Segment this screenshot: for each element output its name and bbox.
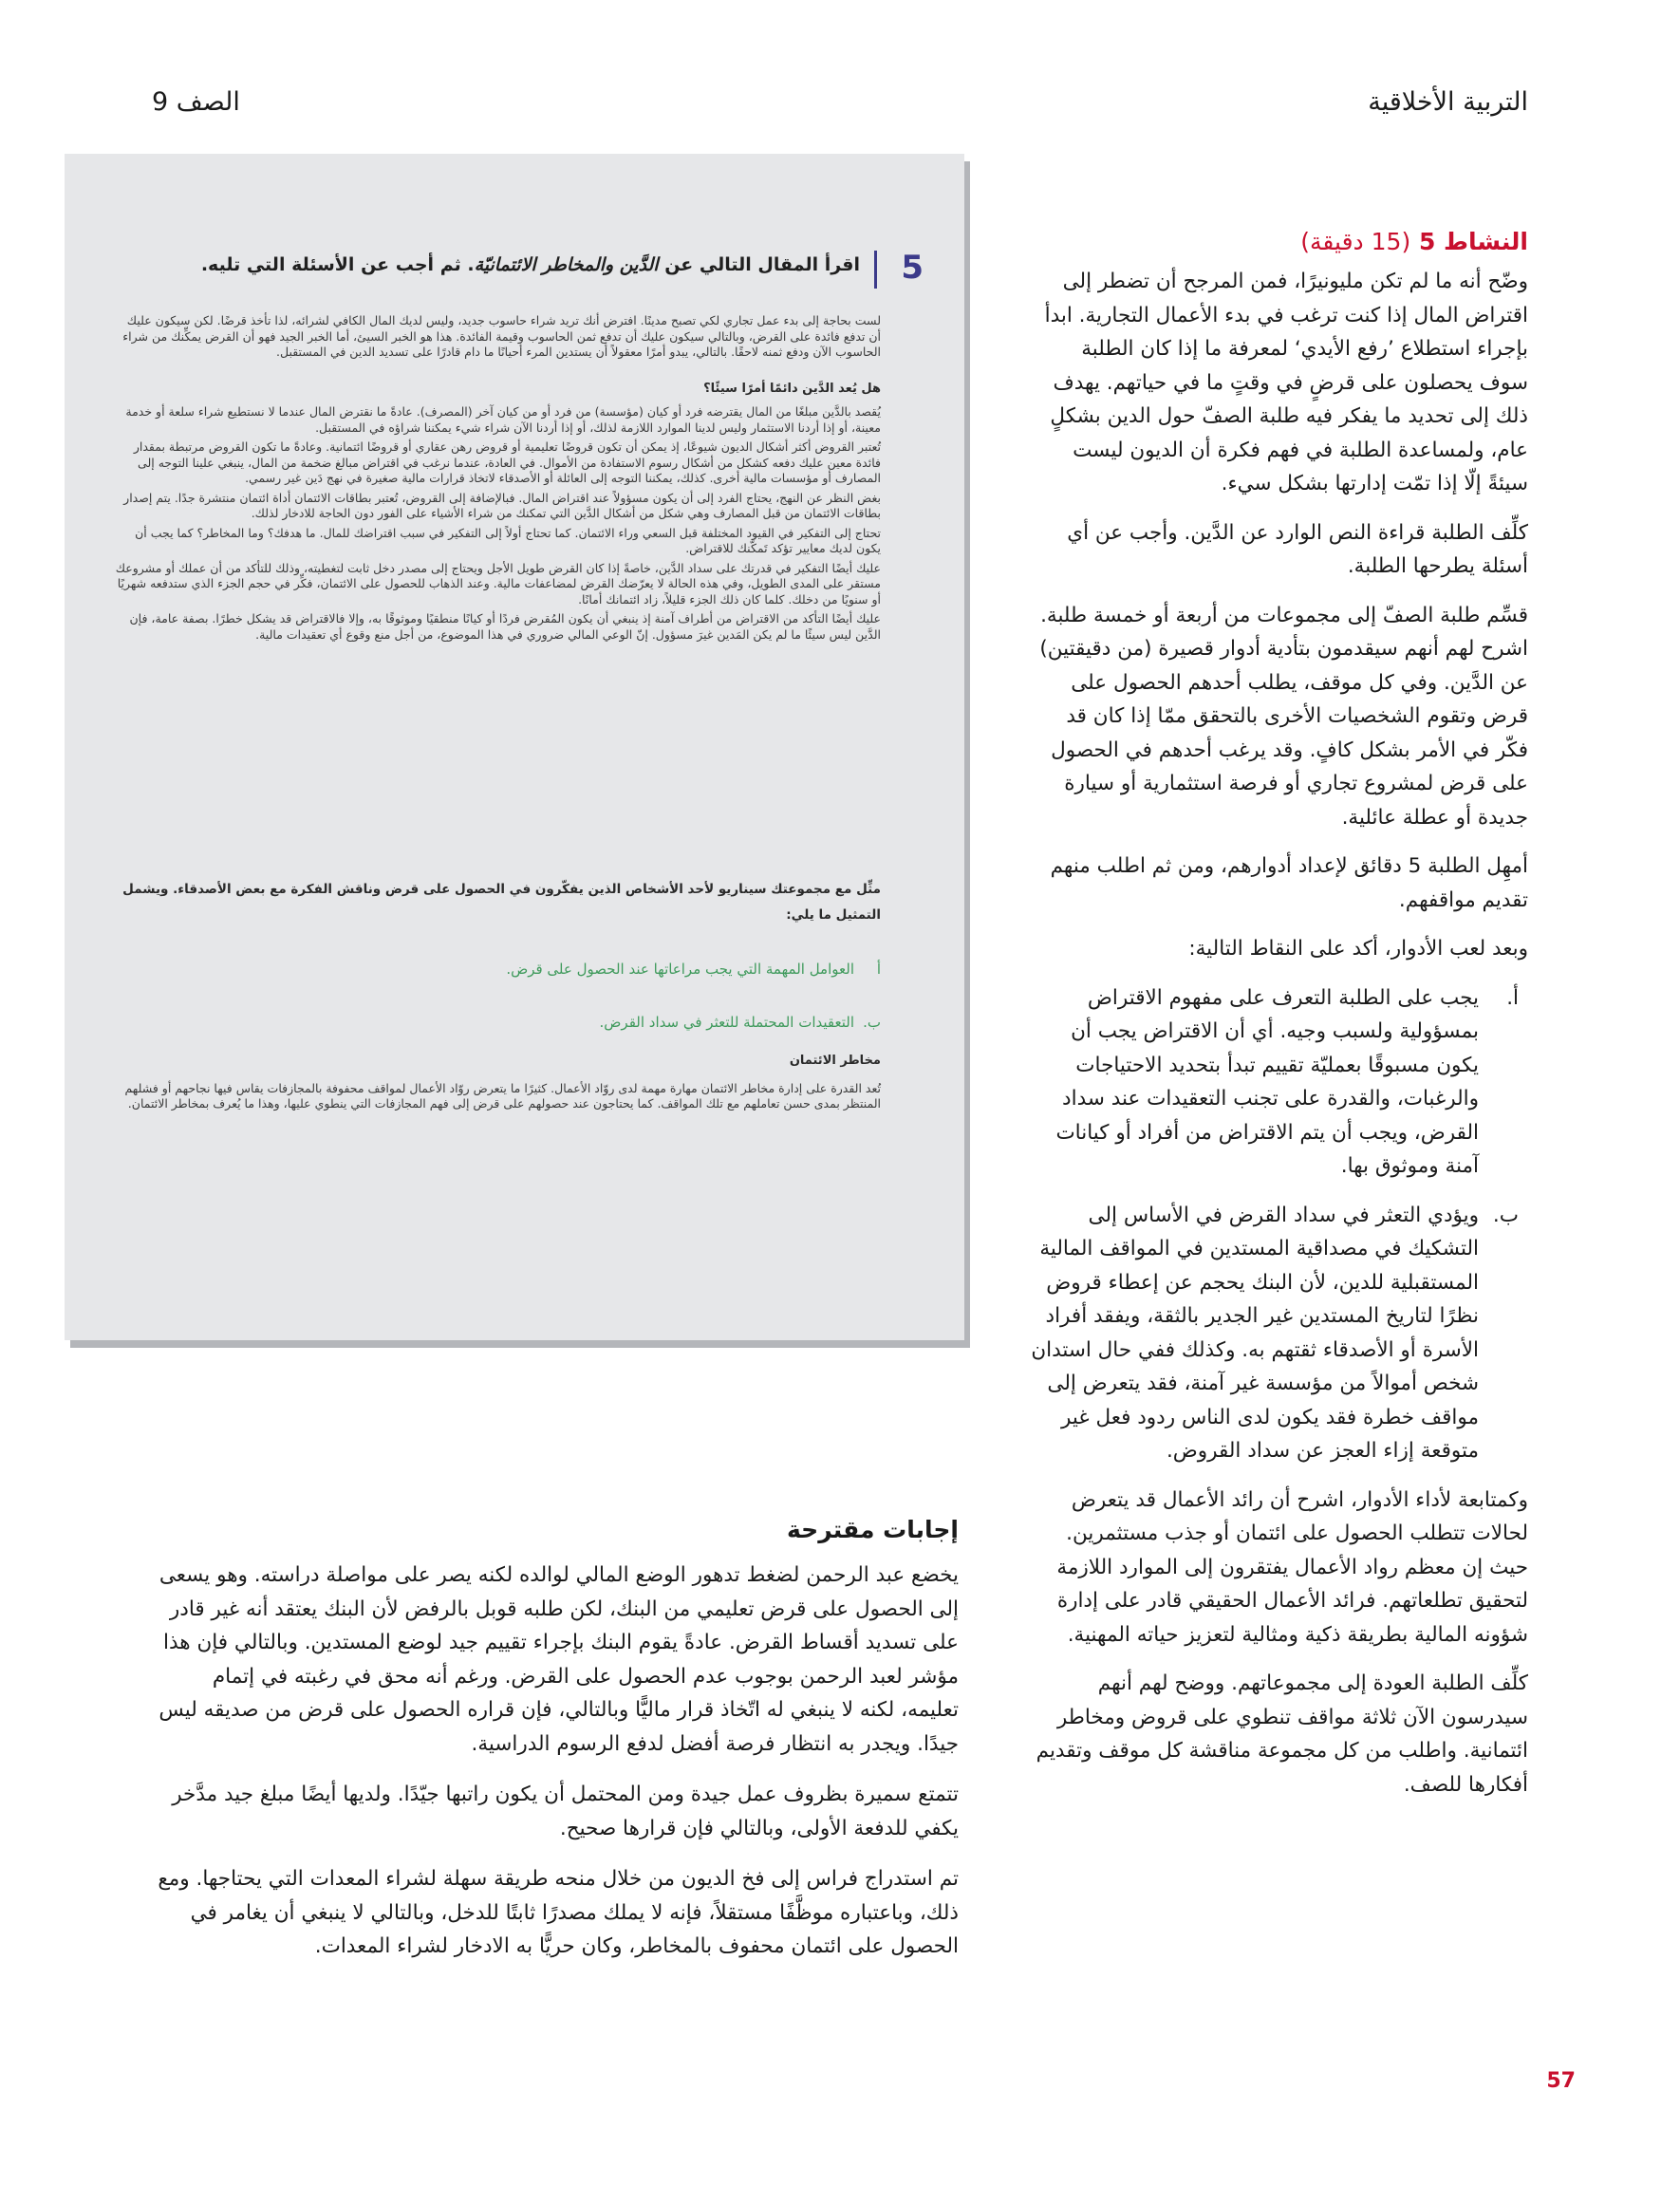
activity-title — [1030, 228, 1528, 255]
credit-risk-section — [114, 1054, 881, 1112]
article-heading: هل يُعد الدَّين دائمًا أمرًا سيئًا؟ — [703, 381, 881, 396]
subitem-text: العوامل المهمة التي يجب مراعاتها عند الحصول على قرض. — [506, 961, 854, 978]
credit-risk-heading: مخاطر الائتمان — [789, 1054, 881, 1068]
subitem-marker: أ — [876, 961, 881, 978]
article-paragraph: عليك أيضًا التأكد من الاقتراض من أطراف آمنة إذ ينبغي أن يكون المُقرض فردًا أو كيانًا منطقيًا وموثوقًا به، وإلا فالاقتراض قد يشكل خطرًا. بصفة عامة، فإن الدَّين ليس سيئًا ما لم يكن المَدين غيرَ مسؤول. إنّ الوعي المالي ضروري في هذا الموضوع، من أجل منع وقوع أي تعقيدات مالية. — [129, 611, 881, 642]
subitem-marker: ب. — [863, 1014, 881, 1031]
subitem-text: التعقيدات المحتملة للتعثر في سداد القرض. — [599, 1014, 854, 1031]
activity-paragraph: كلِّف الطلبة قراءة النص الوارد عن الدَّين. وأجب عن أي أسئلة يطرحها الطلبة. — [1067, 520, 1528, 578]
article-paragraph: يُقصد بالدَّين مبلغًا من المال يقترضه فرد أو كيان (مؤسسة) من فرد أو من كيان آخر (المصرف). عادةً ما نقترض المال عندما لا نستطيع شراء سلعة أو خدمة معينة، أو إذا أردنا الاستثمار وليس لدينا الموارد اللازمة لذلك، أو إذا أردنا الآن شراء شيء يمكننا شراؤه في المستقبل. — [125, 404, 881, 435]
answer-paragraph: تم استدراج فراس إلى فخ الديون من خلال منحه طريقة سهلة لشراء المعدات التي يحتاجها. ومع ذلك، وباعتباره موظَّفًا مستقلاً، فإنه لا يملك مصدرًا ثابتًا للدخل، وبالتالي لا ينبغي أن يغامر في الحصول على ائتمان محفوف بالمخاطر، وكان حريًّا به الادخار لشراء المعدات. — [158, 1867, 959, 1958]
answers-title: إجابات مقترحة — [787, 1516, 959, 1543]
activity-points — [1030, 981, 1528, 1468]
credit-risk-text: تُعد القدرة على إدارة مخاطر الائتمان مهارة مهمة لدى روّاد الأعمال. كثيرًا ما يتعرض روّاد الأعمال لمواقف محفوفة بالمجازفات يقاس فيها نجاحهم أو فشلهم المنتظر بمدى حسن تعاملهم مع تلك المواقف. كما يحتاجون عند حصولهم على قرض إلى فهم المجازفات التي ينطوي عليها، وهذا ما يُعرف بمخاطر الائتمان. — [124, 1080, 881, 1111]
list-item-text: ويؤدي التعثر في سداد القرض في الأساس إلى التشكيك في مصداقية المستدين في المواقف المالية المستقبلية للدين، لأن البنك يحجم عن إعطاء قروض نظرًا لتاريخ المستدين غير الجدير بالثقة، ويفقد أفراد الأسرة أو الأصدقاء ثقتهم به. وكذلك ففي حال استدان شخص أموالاً من مؤسسة غير آمنة، فقد يتعرض إلى مواقف خطرة فقد يكون لدى الناس ردود فعل غير متوقعة إزاء العجز عن سداد القروض. — [1031, 1203, 1479, 1463]
activity-paragraph: كلِّف الطلبة العودة إلى مجموعاتهم. ووضح لهم أنهم سيدرسون الآن ثلاثة مواقف تنطوي على قروض ومخاطر ائتمانية. واطلب من كل مجموعة مناقشة كل موقف وتقديم أفكارها للصف. — [1036, 1671, 1528, 1797]
question-title-part: اقرأ المقال التالي عن — [658, 254, 860, 275]
article — [114, 313, 881, 646]
activity-paragraph: وبعد لعب الأدوار، أكد على النقاط التالية: — [1188, 937, 1528, 961]
answer-paragraph: تتمتع سميرة بظروف عمل جيدة ومن المحتمل أن يكون راتبها جيّدًا. ولديها أيضًا مبلغ جيد مدَّخر يكفي للدفعة الأولى، وبالتالي فإن قرارها صحيح. — [172, 1783, 959, 1840]
article-paragraph: بغض النظر عن النهج، يحتاج الفرد إلى أن يكون مسؤولاً عند اقتراض المال. فبالإضافة إلى القروض، تُعتبر بطاقات الائتمان أداة ائتمان منتشرة جدًا. يتم إصدار بطاقات الائتمان من قبل المصارف وهي شكل من أشكال الدَّين التي تمكنك من شراء الأشياء على الفور دون الحاجة للادخار لذلك. — [123, 490, 881, 520]
task-instruction: مثِّل مع مجموعتك سيناريو لأحد الأشخاص الذين يفكّرون في الحصول على قرض وناقش الفكرة مع بعض الأصدقاء. ويشمل التمثيل ما يلي: — [122, 882, 881, 923]
article-paragraph: عليك أيضًا التفكير في قدرتك على سداد الدَّين، خاصةً إذا كان القرض طويل الأجل ويحتاج إلى مصدر دخل ثابت لتغطيته، وذلك للتأكد من أن عملك أو مشروعك مستقر على المدى الطويل، وفي هذه الحالة لا يعرّضك القرض لمضاعفات مالية. وعند الذهاب للحصول على الائتمان، فكِّر في حجم الجزء الذي ستدفعه شهريًا أو سنويًا من دخلك. كلما كان ذلك الجزء قليلاً، زاد ائتمانك أمانًا. — [115, 560, 881, 607]
list-item — [1030, 1199, 1528, 1468]
article-paragraph: تحتاج إلى التفكير في القيود المختلفة قبل السعي وراء الائتمان. كما تحتاج أولاً إلى التفكير في سبب اقتراضك للمال. ما هدفك؟ وما المخاطر؟ كما يجب أن يكون لديك معايير تؤكد تَمكّنك للاقتراض. — [135, 525, 881, 555]
question-title-emphasis: الدَّين والمخاطر الائتمانيّة — [474, 254, 659, 275]
task-subitem — [114, 1014, 881, 1031]
worksheet-box — [65, 154, 964, 1340]
question-title-part: . ثم أجب عن الأسئلة التي تليه. — [200, 254, 475, 275]
task-subitem — [114, 961, 881, 978]
question-title — [177, 254, 860, 275]
answers-section — [152, 1559, 959, 1981]
list-marker: أ. — [1506, 985, 1519, 1010]
activity-title-label: النشاط 5 — [1418, 228, 1528, 255]
question-divider — [874, 251, 877, 289]
activity-paragraph: قسِّم طلبة الصفّ إلى مجموعات من أربعة أو خمسة طلبة. اشرح لهم أنهم سيقدمون بتأدية أدوار قصيرة (من دقيقتين) عن الدَّين. وفي كل موقف، يطلب أحدهم الحصول على قرض وتقوم الشخصيات الأخرى بالتحقق ممّا إذا كان قد فكّر في الأمر بشكل كافٍ. وقد يرغب أحدهم في الحصول على قرض لمشروع تجاري أو فرصة استثمارية أو سيارة جديدة أو عطلة عائلية. — [1039, 603, 1528, 830]
list-item-text: يجب على الطلبة التعرف على مفهوم الاقتراض بمسؤولية ولسبب وجيه. أي أن الاقتراض يجب أن يكون مسبوقًا بعمليّة تقييم تبدأ بتحديد الاحتياجات والرغبات، والقدرة على تجنب التعقيدات عند سداد القرض، ويجب أن يتم الاقتراض من أفراد أو كيانات آمنة وموثوق بها. — [1055, 985, 1479, 1178]
list-item — [1030, 981, 1528, 1184]
article-paragraph: تُعتبر القروض أكثر أشكال الديون شيوعًا، إذ يمكن أن تكون قروضًا تعليمية أو قروض رهن عقاري أو قروضًا ائتمانية. وعادةً ما تكون القروض مرتبطة بمقدار فائدة معين عليك دفعه كشكل من أشكال رسوم الاستفادة من الأموال. في العادة، عندما نرغب في اقتراض مبالغ ضخمة من المال، ينبغي علينا التوجه إلى المصارف أو مؤسسات مالية أخرى. كذلك، يمكننا التوجه إلى العائلة أو الأصدقاء لاتخاذ قرارات مالية صغيرة في نهج دَين غير رسمي. — [133, 439, 881, 485]
question-number: 5 — [901, 249, 924, 287]
header-grade: الصف 9 — [152, 87, 240, 117]
page-number: 57 — [1546, 2069, 1576, 2093]
activity-section — [1030, 228, 1528, 1817]
activity-duration: (15 دقيقة) — [1300, 228, 1411, 255]
header-subject: التربية الأخلاقية — [1368, 87, 1528, 117]
activity-paragraph: وضّح أنه ما لم تكن مليونيرًا، فمن المرجح أن تضطر إلى اقتراض المال إذا كنت ترغب في بدء الأعمال التجارية. ابدأ بإجراء استطلاع ’رفع الأيدي‘ لمعرفة ما إذا كان الطلبة سوف يحصلون على قرضٍ في وقتٍ ما في حياتهم. يهدف ذلك إلى تحديد ما يفكر فيه طلبة الصفّ حول الدين بشكلٍ عام، ولمساعدة الطلبة في فهم فكرة أن الديون ليست سيئةً إلّا إذا تمّت إدارتها بشكل سيء. — [1044, 270, 1528, 495]
answer-paragraph: يخضع عبد الرحمن لضغط تدهور الوضع المالي لوالده لكنه يصر على مواصلة دراسته. وهو يسعى إلى الحصول على قرض تعليمي من البنك، لكن طلبه قوبل بالرفض لأن البنك يعتقد أنه غير قادر على تسديد أقساط القرض. عادةً يقوم البنك بإجراء تقييم جيد لوضع المستدين. وبالتالي فإن هذا مؤشر لعبد الرحمن بوجوب عدم الحصول على القرض. ورغم أنه محق في رغبته في إتمام تعليمه، لكنه لا ينبغي له اتّخاذ قرار ماليًّا وبالتالي، فإن قراره الحصول على قرض من صديقه ليس جيدًا. ويجدر به انتظار فرصة أفضل لدفع الرسوم الدراسية. — [159, 1563, 959, 1756]
activity-paragraph: وكمتابعة لأداء الأدوار، اشرح أن رائد الأعمال قد يتعرض لحالات تتطلب الحصول على ائتمان أو جذب مستثمرين. حيث إن معظم رواد الأعمال يفتقرون إلى الموارد اللازمة لتحقيق تطلعاتهم. فرائد الأعمال الحقيقي قادر على إدارة شؤونه المالية بطريقة ذكية ومثالية لتعزيز حياته المهنية. — [1056, 1487, 1528, 1647]
article-intro: لست بحاجة إلى بدء عمل تجاري لكي تصبح مدينًا. افترض أنك تريد شراء حاسوب جديد، وليس لديك المال الكافي لشرائه، لذا تأخذ قرضًا. لكن سيكون عليك أن تدفع فائدة على القرض، وبالتالي سيكون عليك أن تدفع ثمن الحاسوب وقيمة الفائدة. هذا هو الخبر السيئ، أما الخبر الجيد فهو أن القرض يمكِّنك من شراء الحاسوب الآن ودفع ثمنه لاحقًا. بالتالي، يبدو أمرًا معقولاً أن يستدين المرء أحيانًا ما دام قادرًا على تسديد الدين في المستقبل. — [122, 313, 881, 359]
list-marker: ب. — [1492, 1203, 1519, 1227]
activity-paragraph: أمهِل الطلبة 5 دقائق لإعداد أدوارهم، ومن ثم اطلب منهم تقديم مواقفهم. — [1050, 854, 1528, 912]
